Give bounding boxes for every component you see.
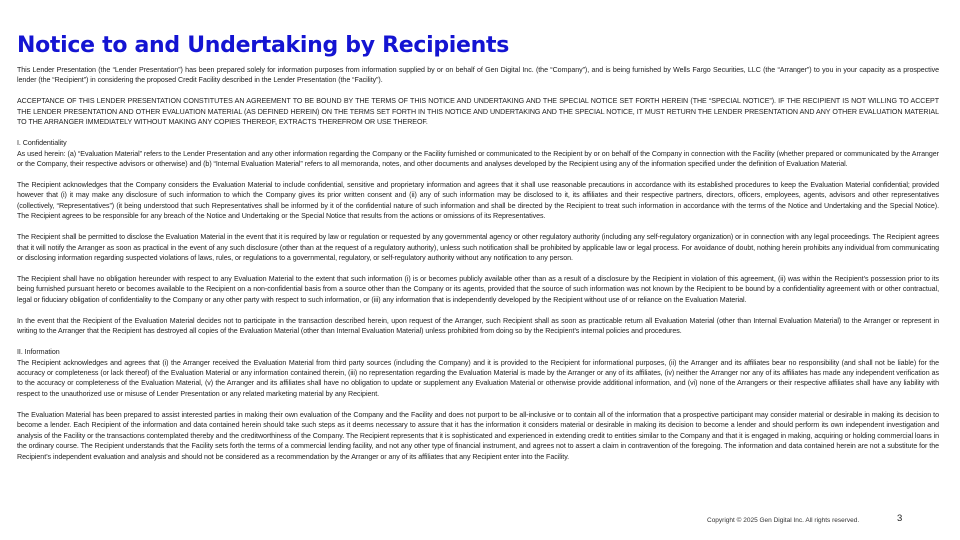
page-number: 3 [897,513,903,524]
permitted-disclosure-paragraph: The Recipient shall be permitted to disclose the Evaluation Material in the event that it is required by law or regulation or requested by any governmental agency or other regulatory authority (including any self-regulatory organization) or in connection with any legal proceedings. The Recipient agrees that it will notify the Arranger as soon as practical in the event of any such disclosure (other than at the request of a regulatory authority), unless such notification shall be prohibited by applicable law or legal process. For avoidance of doubt, nothing herein prohibits any individual from communicating or disclosing information regarding suspected violations of laws, rules, or regulations to a governmental, regulatory, or self-regulatory authority without any notification to any person. [17,233,939,263]
information-heading: II. Information [17,348,60,357]
exclusions-paragraph: The Recipient shall have no obligation hereunder with respect to any Evaluation Material to the extent that such information (i) is or becomes publicly available other than as a result of a disclosure by the Recipient in violation of this agreement, (ii) was within the Recipient’s possession prior to its being furnished pursuant hereto or becomes available to the Recipient on a non-confidential basis from a source other than the Company or its agents, provided that the source of such information was not known by the Recipient to be bound by a confidentiality agreement with or other contractual, legal or fiduciary obligation of confidentiality to the Company or any other party with respect to such information, or (iii) any information that is independently developed by the Recipient without use of or reliance on the Evaluation Material. [17,274,939,304]
slide-title: Notice to and Undertaking by Recipients [17,33,510,58]
intro-paragraph: This Lender Presentation (the “Lender Presentation”) has been prepared solely for information purposes from information supplied by or on behalf of Gen Digital Inc. (the “Company”), and is being furnished by Wells Fargo Securities, LLC (the “Arranger”) to you in your capacity as a prospective lender (the “Recipient”) in considering the proposed Credit Facility described in the Lender Presentation (the “Facility”). [17,66,939,85]
notice-body [17,65,939,462]
evaluation-purpose-paragraph: The Evaluation Material has been prepared to assist interested parties in making their own evaluation of the Company and the Facility and does not purport to be all-inclusive or to contain all of the information that a prospective participant may consider material or desirable in making its decision to become a lender. Each Recipient of the information and data contained herein should take such steps as it deems necessary to assure that it has the information it considers material or desirable in making its decision to become a lender and should perform its own independent investigation and analysis of the Facility or the transactions contemplated thereby and the creditworthiness of the Company. The Recipient represents that it is sophisticated and experienced in extending credit to entities similar to the Company and that it is engaged in making, acquiring or holding commercial loans in the ordinary course. The Recipient understands that the Facility sets forth the terms of a commercial lending facility, and not any other type of financial instrument, and agrees not to assert a claim in contravention of the foregoing. The information and data contained herein are not a substitute for the Recipient’s independent evaluation and analysis and should not be considered as a recommendation by the Arranger or any of its affiliates that any Recipient enter into the Facility. [17,410,939,461]
confidentiality-acknowledgement-paragraph: The Recipient acknowledges that the Company considers the Evaluation Material to include confidential, sensitive and proprietary information and agrees that it shall use reasonable precautions in accordance with its established procedures to keep the Evaluation Material confidential; provided however that (i) it may make any disclosure of such information to which the Company gives its prior written consent and (ii) any of such information may be disclosed to it, its affiliates and their respective partners, directors, officers, employees, agents, advisors and other representatives (collectively, “Representatives”) (it being understood that such Representatives shall be informed by it of the confidential nature of such information and shall be directed by the Recipient to treat such information in accordance with the terms of the Notice and Undertaking and the Special Notice). The Recipient agrees to be responsible for any breach of the Notice and Undertaking or the Special Notice that results from the actions or omissions of its Representatives. [17,180,939,221]
return-of-material-paragraph: In the event that the Recipient of the Evaluation Material decides not to participate in the transaction described herein, upon request of the Arranger, such Recipient shall as soon as practicable return all Evaluation Material (other than Internal Evaluation Material) to the Arranger or represent in writing to the Arranger that the Recipient has destroyed all copies of the Evaluation Material (other than Internal Evaluation Material) unless prohibited from doing so by the Recipient’s internal policies and procedures. [17,316,939,336]
acceptance-paragraph: ACCEPTANCE OF THIS LENDER PRESENTATION CONSTITUTES AN AGREEMENT TO BE BOUND BY THE TERMS OF THIS NOTICE AND UNDERTAKING AND THE SPECIAL NOTICE SET FORTH HEREIN (THE “SPECIAL NOTICE”). IF THE RECIPIENT IS NOT WILLING TO ACCEPT THE LENDER PRESENTATION AND OTHER EVALUATION MATERIAL (AS DEFINED HEREIN) ON THE TERMS SET FORTH IN THIS NOTICE AND UNDERTAKING AND THE SPECIAL NOTICE, IT MUST RETURN THE LENDER PRESENTATION AND ANY OTHER EVALUATION MATERIAL TO THE ARRANGER IMMEDIATELY WITHOUT MAKING ANY COPIES THEREOF, EXTRACTS THEREFROM OR USE THEREOF. [17,97,939,127]
confidentiality-heading: I. Confidentiality [17,139,67,148]
copyright-notice: Copyright © 2025 Gen Digital Inc. All rights reserved. [707,517,860,524]
definitions-paragraph: As used herein: (a) “Evaluation Material” refers to the Lender Presentation and any other information regarding the Company or the Facility furnished or communicated to the Recipient by or on behalf of the Company in connection with the Facility (whether prepared or communicated by the Arranger or the Company, their respective advisors or otherwise) and (b) “Internal Evaluation Material” refers to all memoranda, notes, and other documents and analyses developed by the Recipient using any of the information specified under the definition of Evaluation Material. [17,149,939,169]
information-acknowledgement-paragraph: The Recipient acknowledges and agrees that (i) the Arranger received the Evaluation Material from third party sources (including the Company) and it is provided to the Recipient for informational purposes, (ii) the Arranger and its affiliates bear no responsibility (and shall not be liable) for the accuracy or completeness (or lack thereof) of the Evaluation Material or any information contained therein, (iii) no representation regarding the Evaluation Material is made by the Arranger or any of its affiliates, (iv) neither the Arranger nor any of its affiliates has made any independent verification as to the accuracy or completeness of the Evaluation Material, (v) the Arranger and its affiliates shall have no obligation to update or supplement any Evaluation Material or otherwise provide additional information, and (vi) none of the Arrangers or their respective affiliates shall have any liability with respect to the unauthorized use or misuse of Lender Presentation or any related marketing material by any Recipient. [17,358,939,398]
